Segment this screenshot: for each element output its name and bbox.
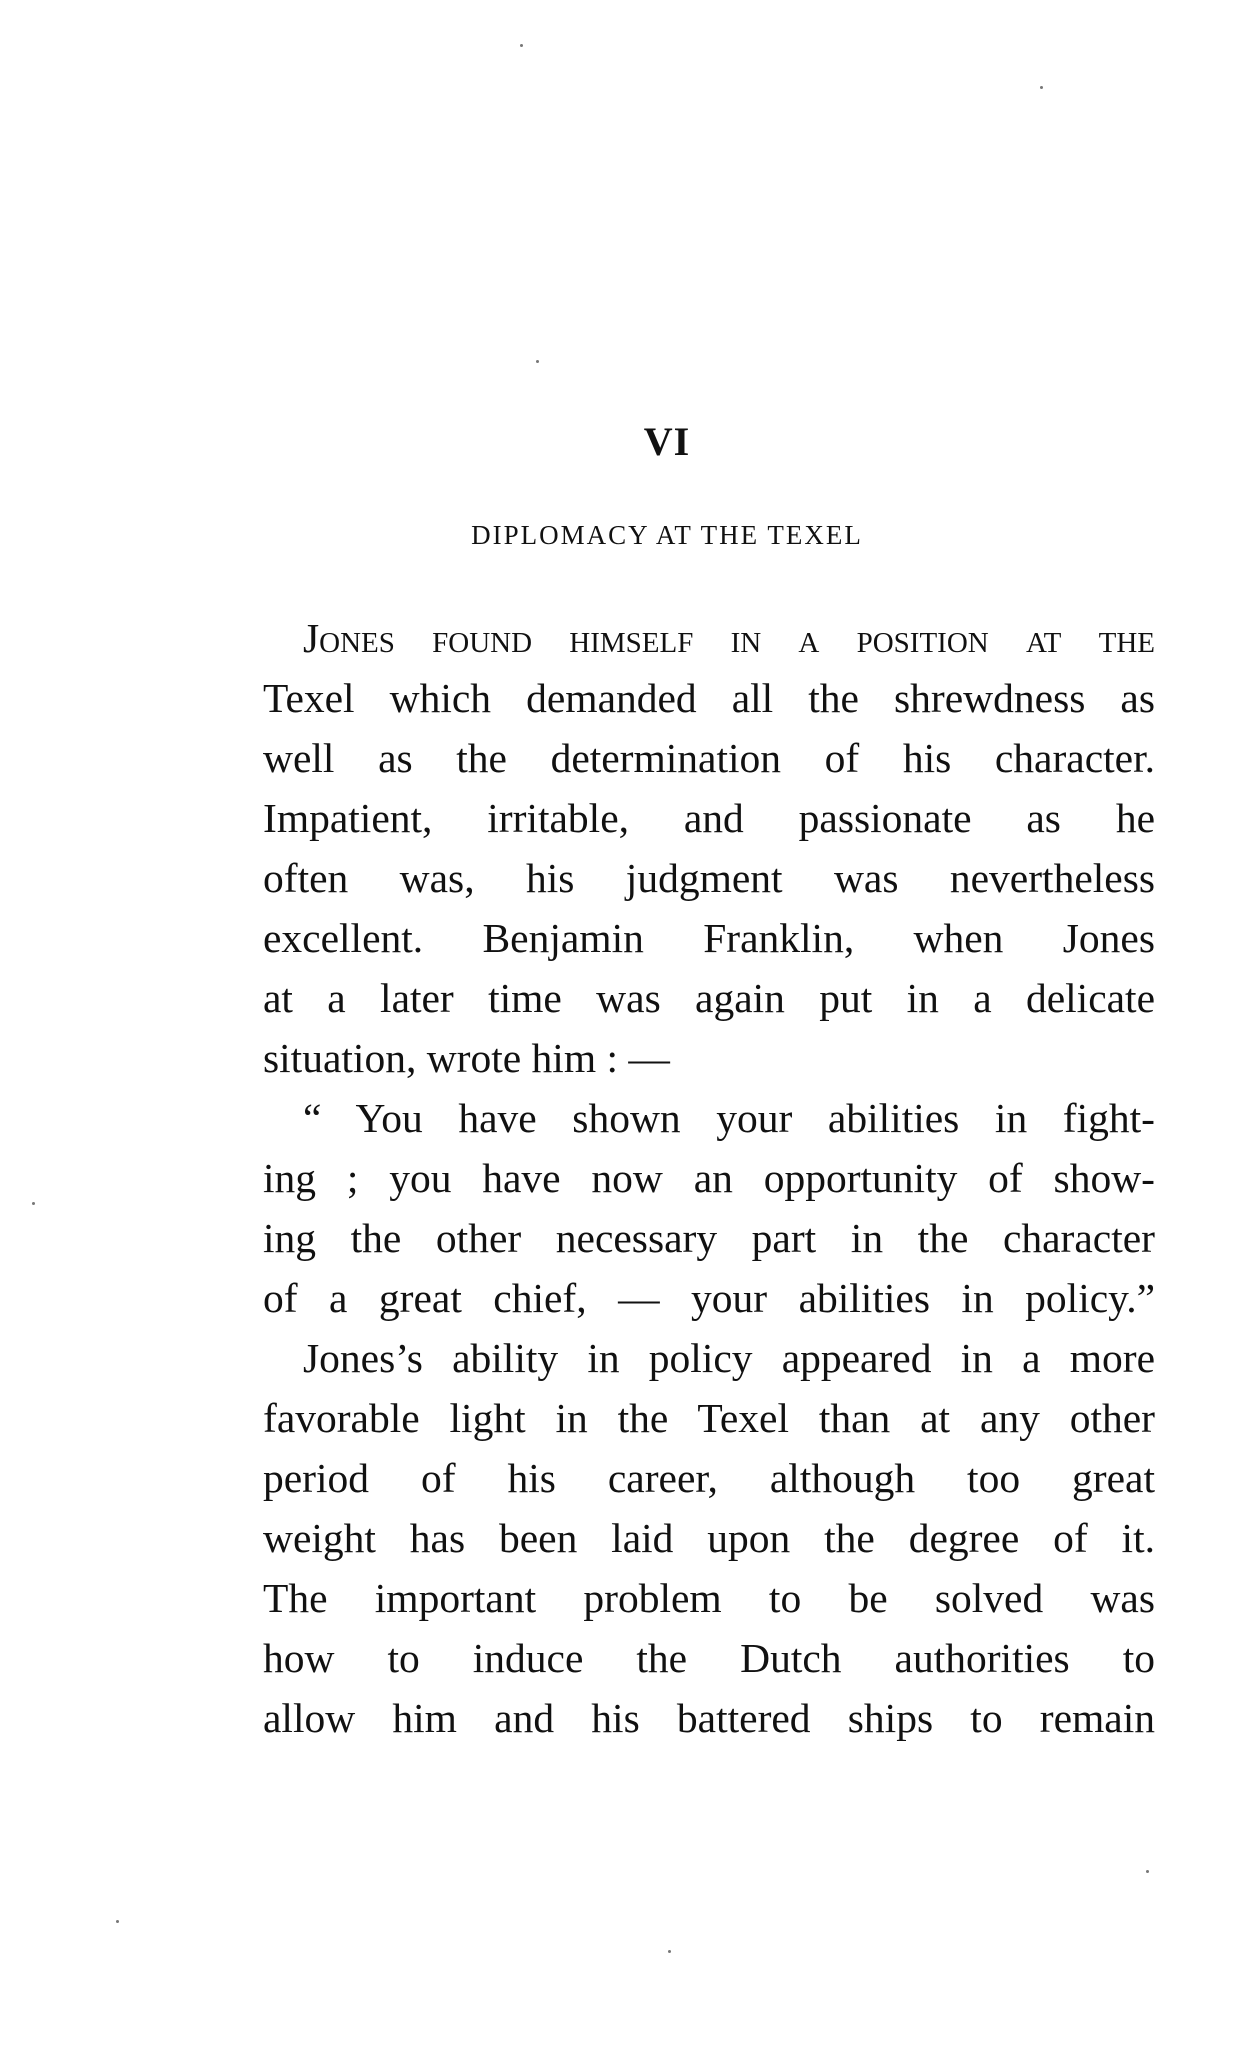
text-line: “ You have shown your abilities in fight- xyxy=(303,1095,1155,1141)
scan-speck xyxy=(520,44,523,47)
text-line: ing the other necessary part in the character xyxy=(263,1215,1155,1261)
text-line: weight has been laid upon the degree of it. xyxy=(263,1515,1155,1561)
text-line: often was, his judgment was nevertheless xyxy=(263,855,1155,901)
text-line: favorable light in the Texel than at any other xyxy=(263,1395,1155,1441)
text-line: how to induce the Dutch authorities to xyxy=(263,1635,1155,1681)
scan-speck xyxy=(1040,86,1043,89)
text-line: Impatient, irritable, and passionate as he xyxy=(263,795,1155,841)
scan-speck xyxy=(32,1202,35,1205)
body-text xyxy=(263,608,1155,1748)
chapter-number: VI xyxy=(643,419,691,464)
text-line: period of his career, although too great xyxy=(263,1455,1155,1501)
text-line: allow him and his battered ships to remain xyxy=(263,1695,1155,1741)
chapter-title: DIPLOMACY AT THE TEXEL xyxy=(471,520,863,550)
scan-speck xyxy=(536,360,539,363)
text-line: well as the determination of his character. xyxy=(263,735,1155,781)
scan-speck xyxy=(116,1920,119,1923)
text-line: Jones found himself in a position at the xyxy=(303,615,1155,661)
text-line: ing ; you have now an opportunity of show- xyxy=(263,1155,1155,1201)
text-line: at a later time was again put in a delicate xyxy=(263,975,1155,1021)
text-line: Texel which demanded all the shrewdness as xyxy=(263,675,1155,721)
scan-speck xyxy=(668,1950,671,1953)
text-line: The important problem to be solved was xyxy=(263,1575,1155,1621)
text-line: situation, wrote him : — xyxy=(263,1035,670,1081)
text-line: excellent. Benjamin Franklin, when Jones xyxy=(263,915,1155,961)
scan-speck xyxy=(1146,1870,1149,1873)
text-line: of a great chief, — your abilities in policy.” xyxy=(263,1275,1155,1321)
text-line: Jones’s ability in policy appeared in a more xyxy=(303,1335,1155,1381)
